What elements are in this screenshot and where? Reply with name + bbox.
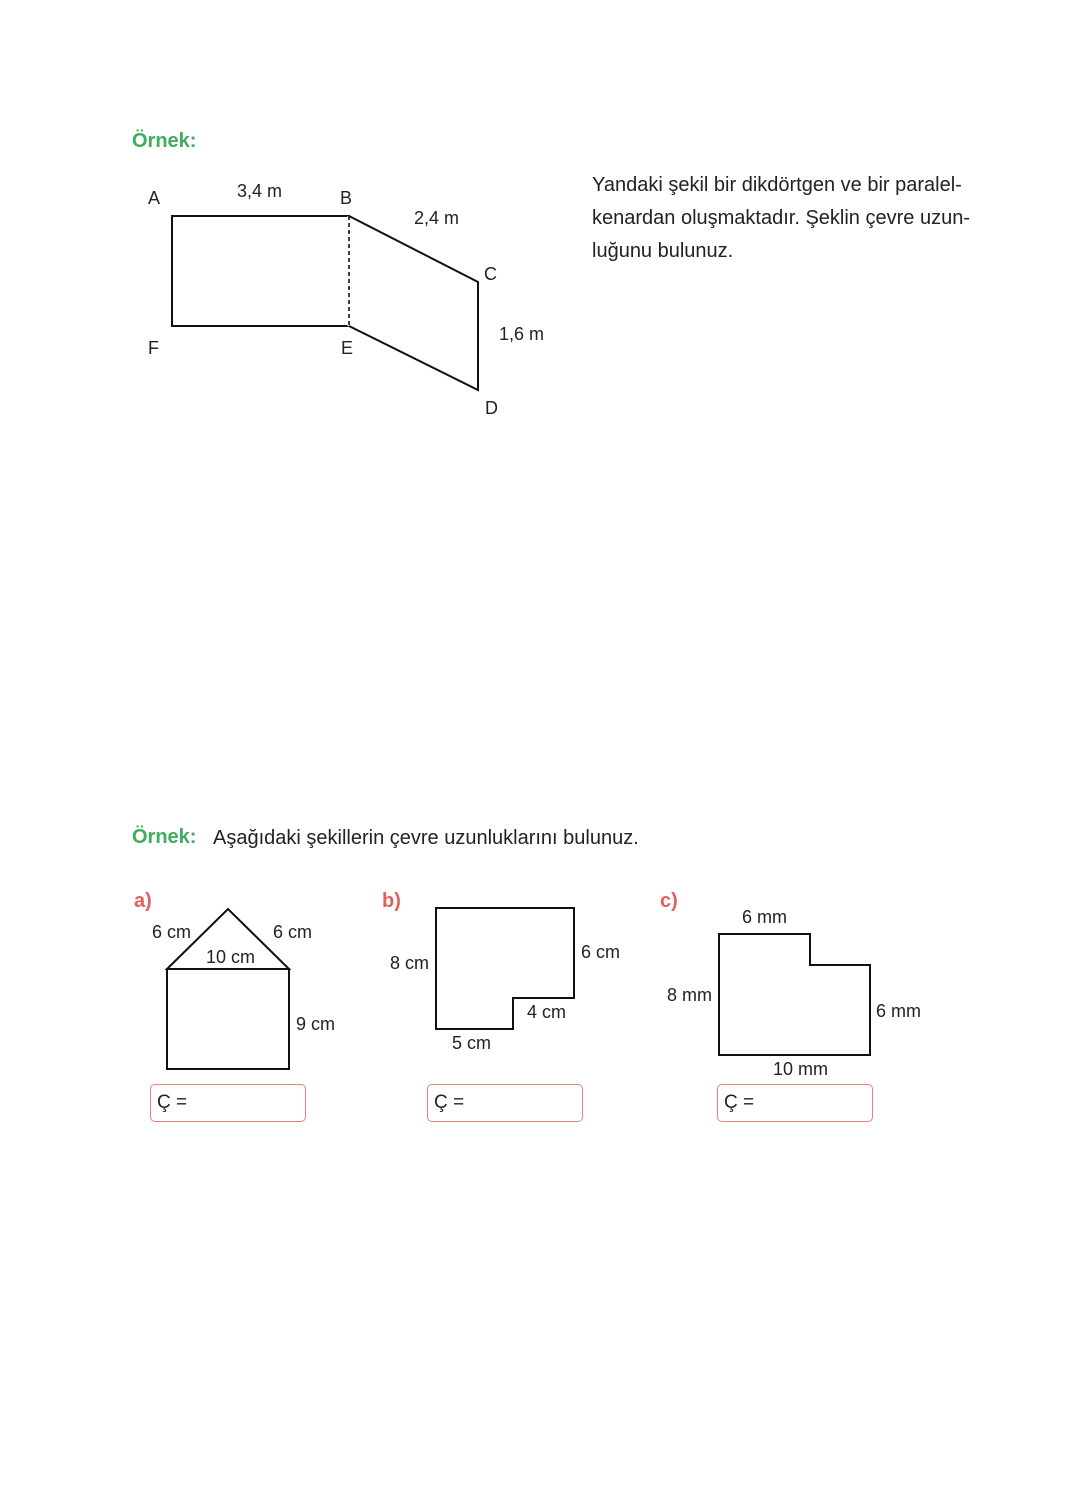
- figure-a-roof-right: 6 cm: [273, 922, 313, 942]
- figure-b-right: 6 cm: [581, 942, 621, 962]
- figure-a-roof-left: 6 cm: [152, 922, 192, 942]
- figure-c-bottom: 10 mm: [773, 1059, 829, 1079]
- point-e-label: E: [341, 338, 354, 358]
- figure-b-answer-box[interactable]: Ç =: [427, 1084, 583, 1122]
- figure-b-left: 8 cm: [390, 953, 430, 973]
- parallelogram-bcde: [349, 216, 478, 390]
- figure-a-label: a): [134, 890, 152, 912]
- figure-c-label: c): [660, 890, 678, 912]
- point-d-label: D: [485, 398, 498, 418]
- length-cd: 1,6 m: [499, 324, 545, 344]
- figure-a-wall: 9 cm: [296, 1014, 336, 1034]
- figure-c-top: 6 mm: [742, 907, 787, 927]
- point-c-label: C: [484, 264, 497, 284]
- example1-heading: Örnek:: [132, 130, 197, 152]
- rectangle-abef: [172, 216, 349, 326]
- figure-a-triangle-base: 10 cm: [206, 947, 256, 967]
- point-a-label: A: [148, 188, 161, 208]
- length-bc: 2,4 m: [414, 208, 460, 228]
- figure-b-notch: 4 cm: [527, 1002, 567, 1022]
- figure-a-square: [167, 969, 289, 1069]
- point-b-label: B: [340, 188, 353, 208]
- figure-a-answer-box[interactable]: Ç =: [150, 1084, 306, 1122]
- example1-description: Yandaki şekil bir dikdörtgen ve bir paralel- kenardan oluşmaktadır. Şeklin çevre uzun- luğunu bulunuz.: [592, 174, 970, 262]
- figure-b-label: b): [382, 890, 401, 912]
- point-f-label: F: [148, 338, 159, 358]
- figure-c-shape: [719, 934, 870, 1055]
- example2-instruction: Aşağıdaki şekillerin çevre uzunluklarını bulunuz.: [213, 827, 639, 849]
- length-ab: 3,4 m: [237, 181, 283, 201]
- figure-b-bottom: 5 cm: [452, 1033, 492, 1053]
- figure-c-left: 8 mm: [667, 985, 712, 1005]
- figure-c-right: 6 mm: [876, 1001, 921, 1021]
- figure-c-answer-box[interactable]: Ç =: [717, 1084, 873, 1122]
- example2-heading: Örnek:: [132, 826, 197, 848]
